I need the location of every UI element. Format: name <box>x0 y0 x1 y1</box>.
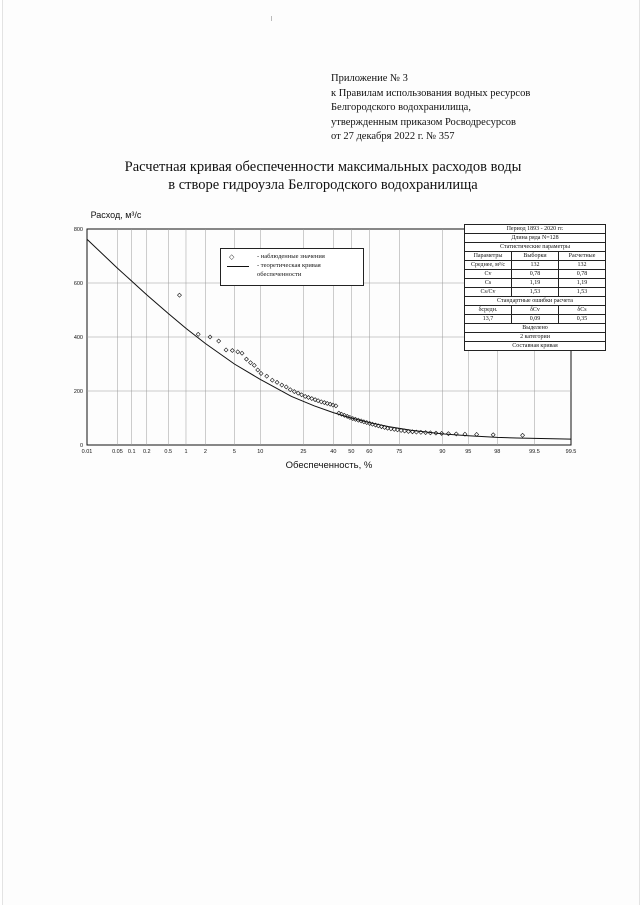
stats-footer: Выделено <box>522 325 548 331</box>
x-tick-label: 50 <box>348 449 355 455</box>
stats-errors-header-row <box>465 306 605 315</box>
x-tick-label: 0.2 <box>142 449 151 455</box>
stats-footer: 2 категории <box>520 334 550 340</box>
stats-row <box>465 279 605 288</box>
y-tick-label: 400 <box>73 335 83 341</box>
legend-theoretical-label: - теоретическая кривая <box>257 262 321 269</box>
x-tick-label: 99.5 <box>529 449 540 455</box>
appendix-line: Белгородского водохранилища, <box>331 102 471 113</box>
stats-cell: 0,78 <box>576 271 588 277</box>
stats-errors-value: 0,35 <box>576 316 588 322</box>
stats-errors-values-row <box>465 315 605 324</box>
stats-cell: 1,53 <box>512 288 559 296</box>
data-point-observed <box>196 332 200 336</box>
appendix-line: от 27 декабря 2022 г. № 357 <box>331 131 455 142</box>
x-tick-label: 40 <box>330 449 337 455</box>
data-point-observed <box>249 361 253 365</box>
x-tick-label: 0.01 <box>81 449 93 455</box>
legend-observed-label: - наблюденные значения <box>257 253 325 260</box>
chart-title-line-2: в створе гидроузла Белгородского водохранилища <box>168 177 478 193</box>
data-point-observed <box>230 349 234 353</box>
data-point-observed <box>292 390 296 394</box>
stats-col-header: Расчетные <box>568 253 596 259</box>
data-point-observed <box>446 432 450 436</box>
stats-cell: Cs/Cv <box>465 288 512 296</box>
x-tick-label: 75 <box>396 449 403 455</box>
data-point-observed <box>521 433 525 437</box>
data-point-observed <box>240 351 244 355</box>
stats-row <box>465 270 605 279</box>
appendix-line: к Правилам использования водных ресурсов <box>331 87 531 99</box>
stats-cell: Cv <box>465 270 512 278</box>
chart-legend <box>220 248 364 286</box>
stats-section-title: Статистические параметры <box>465 243 605 252</box>
stats-footer-row <box>465 333 605 342</box>
x-axis-label: Обеспеченность, % <box>285 460 373 471</box>
appendix-line: утвержденным приказом Росводресурсов <box>331 116 516 128</box>
stats-errors-value: 0,09 <box>512 315 559 323</box>
data-point-observed <box>177 293 181 297</box>
stats-errors-title-row <box>465 297 605 306</box>
data-point-observed <box>259 371 263 375</box>
line-marker-icon <box>227 266 249 267</box>
chart-title-line-1: Расчетная кривая обеспеченности максимальных расходов воды <box>124 159 522 175</box>
y-tick-label: 0 <box>79 443 83 449</box>
x-tick-label: 25 <box>300 449 307 455</box>
x-tick-label: 90 <box>439 449 446 455</box>
data-point-observed <box>224 348 228 352</box>
x-tick-label: 0.05 <box>112 449 123 455</box>
data-point-observed <box>217 339 221 343</box>
x-tick-label: 95 <box>465 449 472 455</box>
appendix-header <box>331 72 601 145</box>
stats-col-header: Параметры <box>465 252 512 260</box>
x-tick-label: 5 <box>232 449 236 455</box>
data-point-observed <box>236 350 240 354</box>
data-point-observed <box>280 383 284 387</box>
y-axis-label: Расход, м³/с <box>90 210 142 220</box>
data-point-observed <box>275 380 279 384</box>
x-tick-label: 60 <box>366 449 373 455</box>
data-point-observed <box>256 368 260 372</box>
stats-errors-title: Стандартные ошибки расчета <box>497 298 573 304</box>
data-point-observed <box>244 357 248 361</box>
data-point-observed <box>270 378 274 382</box>
stats-errors-header: δсредн. <box>465 306 512 314</box>
x-tick-label: 10 <box>257 449 264 455</box>
stats-errors-header: δCv <box>512 306 559 314</box>
stats-length: Длина ряда N=128 <box>465 234 605 243</box>
x-tick-label: 98 <box>494 449 501 455</box>
x-tick-label: 1 <box>184 449 188 455</box>
data-point-observed <box>252 363 256 367</box>
x-tick-label: 99.5 <box>565 449 577 455</box>
x-tick-label: 0.1 <box>127 449 136 455</box>
data-point-observed <box>284 385 288 389</box>
x-tick-label: 0.5 <box>164 449 173 455</box>
stats-footer: Составная кривая <box>512 343 558 349</box>
appendix-line: Приложение № 3 <box>331 73 408 84</box>
stats-errors-header: δCs <box>577 307 587 313</box>
stats-cell: Среднее, м³/с <box>465 261 512 269</box>
data-point-observed <box>491 433 495 437</box>
stats-row <box>465 261 605 270</box>
stats-period: Период 1893 - 2020 гг. <box>465 225 605 234</box>
legend-theoretical-label-2: обеспеченности <box>257 271 302 278</box>
scan-speck <box>271 16 272 21</box>
y-tick-label: 600 <box>73 281 83 287</box>
stats-cell: 132 <box>577 262 587 268</box>
stats-footer-row <box>465 342 605 350</box>
stats-footer-row <box>465 324 605 333</box>
diamond-marker-icon: ◇ <box>229 253 235 261</box>
statistics-table <box>464 224 606 351</box>
y-tick-label: 200 <box>73 389 83 395</box>
y-tick-label: 800 <box>73 227 83 233</box>
x-tick-label: 2 <box>203 449 207 455</box>
stats-errors-value: 13,7 <box>465 315 512 323</box>
stats-cell: 132 <box>512 261 559 269</box>
stats-cell: 1,19 <box>576 280 588 286</box>
stats-cell: Cs <box>465 279 512 287</box>
stats-row <box>465 288 605 297</box>
stats-col-header: Выборки <box>512 252 559 260</box>
chart-title <box>3 158 640 194</box>
data-point-observed <box>265 374 269 378</box>
stats-cell: 1,19 <box>512 279 559 287</box>
stats-cell: 0,78 <box>512 270 559 278</box>
stats-header-row <box>465 252 605 261</box>
stats-cell: 1,53 <box>576 289 588 295</box>
